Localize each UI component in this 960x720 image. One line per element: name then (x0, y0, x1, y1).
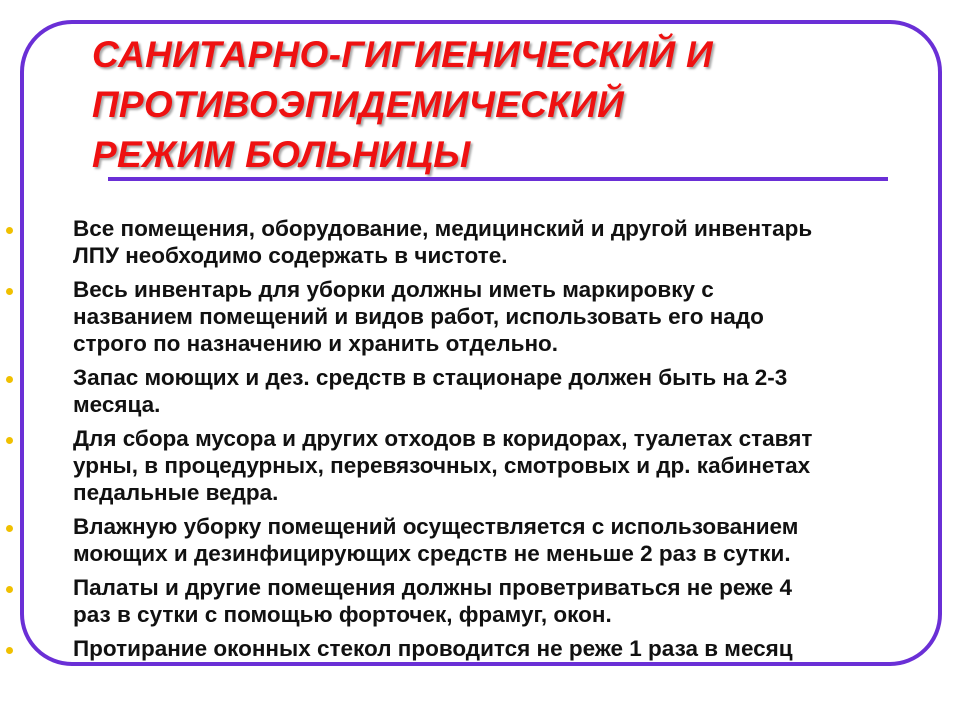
bullet-line: Влажную уборку помещений осуществляется с использованием (73, 514, 799, 539)
bullet-dot-icon (6, 227, 13, 234)
title-line: ПРОТИВОЭПИДЕМИЧЕСКИЙ (92, 84, 625, 125)
bullet-line: строго по назначению и хранить отдельно. (73, 331, 559, 356)
bullet-line: Палаты и другие помещения должны проветриваться не реже 4 (73, 575, 793, 600)
bullet-line: Весь инвентарь для уборки должны иметь маркировку с (73, 277, 714, 302)
bullet-item (0, 276, 960, 357)
bullet-dot-icon (6, 525, 13, 532)
bullet-text (73, 513, 946, 567)
title-line: САНИТАРНО-ГИГИЕНИЧЕСКИЙ И (92, 34, 713, 75)
bullet-line: Запас моющих и дез. средств в стационаре должен быть на 2-3 (73, 365, 788, 390)
bullet-item (0, 635, 960, 662)
bullet-line: урны, в процедурных, перевязочных, смотровых и др. кабинетах (73, 453, 811, 478)
bullet-line: ЛПУ необходимо содержать в чистоте. (73, 243, 508, 268)
bullet-line: раз в сутки с помощью форточек, фрамуг, окон. (73, 602, 612, 627)
bullet-dot-icon (6, 586, 13, 593)
bullet-text (73, 276, 946, 357)
bullet-item (0, 215, 960, 269)
bullet-text (73, 364, 946, 418)
bullet-text (73, 425, 946, 506)
bullet-line: Для сбора мусора и других отходов в коридорах, туалетах ставят (73, 426, 813, 451)
bullet-line: названием помещений и видов работ, использовать его надо (73, 304, 764, 329)
bullet-item (0, 364, 960, 418)
title-line: РЕЖИМ БОЛЬНИЦЫ (92, 134, 471, 175)
bullet-dot-icon (6, 376, 13, 383)
bullet-dot-icon (6, 647, 13, 654)
bullet-text (73, 574, 946, 628)
bullet-dot-icon (6, 437, 13, 444)
bullet-line: моющих и дезинфицирующих средств не меньше 2 раз в сутки. (73, 541, 791, 566)
bullet-item (0, 574, 960, 628)
bullet-text (73, 635, 946, 662)
bullet-line: Все помещения, оборудование, медицинский и другой инвентарь (73, 216, 813, 241)
bullet-line: педальные ведра. (73, 480, 279, 505)
bullet-list (0, 215, 960, 669)
bullet-line: месяца. (73, 392, 161, 417)
bullet-item (0, 425, 960, 506)
title-underline (108, 177, 888, 181)
bullet-item (0, 513, 960, 567)
bullet-line: Протирание оконных стекол проводится не реже 1 раза в месяц (73, 636, 793, 661)
bullet-dot-icon (6, 288, 13, 295)
slide-title (92, 30, 713, 180)
bullet-text (73, 215, 946, 269)
